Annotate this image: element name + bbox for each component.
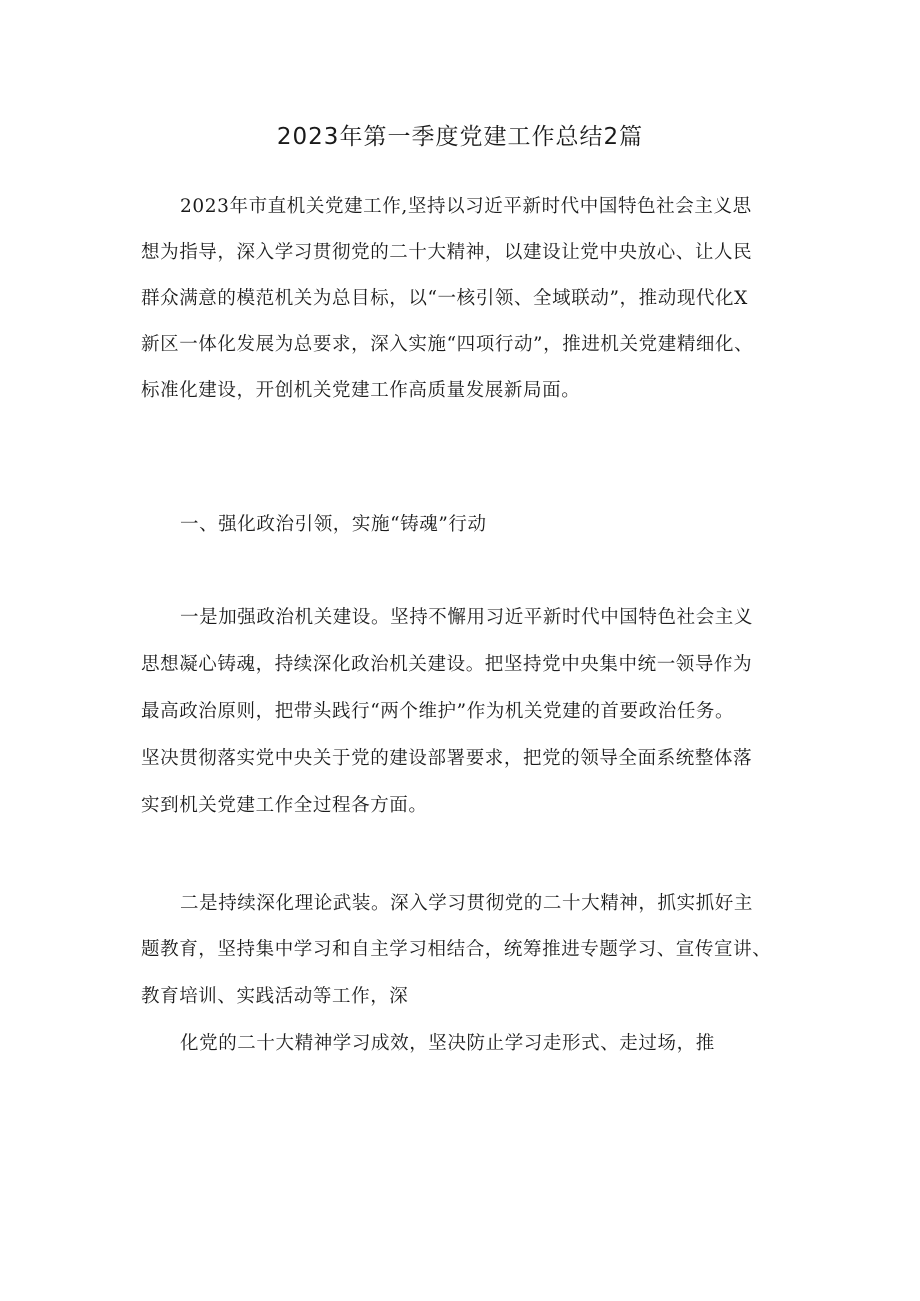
intro-line-1: 2023年市直机关党建工作,坚持以习近平新时代中国特色社会主义思 — [180, 196, 752, 217]
para2-line-2: 题教育，坚持集中学习和自主学习相结合，统筹推进专题学习、宣传宣讲、 — [141, 939, 772, 960]
para1-line-4: 坚决贯彻落实党中央关于党的建设部署要求，把党的领导全面系统整体落 — [141, 748, 753, 769]
para3-line-1: 化党的二十大精神学习成效，坚决防止学习走形式、走过场，推 — [180, 1033, 715, 1054]
para1-line-2: 思想凝心铸魂，持续深化政治机关建设。把坚持党中央集中统一领导作为 — [141, 654, 753, 675]
para1-line-1: 一是加强政治机关建设。坚持不懈用习近平新时代中国特色社会主义 — [180, 607, 754, 628]
para1-line-5: 实到机关党建工作全过程各方面。 — [141, 795, 428, 816]
para2-line-1: 二是持续深化理论武装。深入学习贯彻党的二十大精神，抓实抓好主 — [180, 893, 754, 914]
intro-line-4: 新区一体化发展为总要求，深入实施“四项行动”，推进机关党建精细化、 — [141, 334, 754, 355]
intro-line-2: 想为指导，深入学习贯彻党的二十大精神，以建设让党中央放心、让人民 — [141, 242, 753, 263]
intro-line-5: 标准化建设，开创机关党建工作高质量发展新局面。 — [141, 380, 581, 401]
para1-line-3: 最高政治原则，把带头践行“两个维护”作为机关党建的首要政治任务。 — [141, 701, 735, 722]
document-title: 2023年第一季度党建工作总结2篇 — [276, 124, 644, 150]
intro-line-3: 群众满意的模范机关为总目标，以“一核引领、全域联动”，推动现代化X — [141, 288, 748, 309]
para2-line-3: 教育培训、实践活动等工作，深 — [141, 986, 409, 1007]
section-heading: 一、强化政治引领，实施“铸魂”行动 — [180, 514, 487, 535]
